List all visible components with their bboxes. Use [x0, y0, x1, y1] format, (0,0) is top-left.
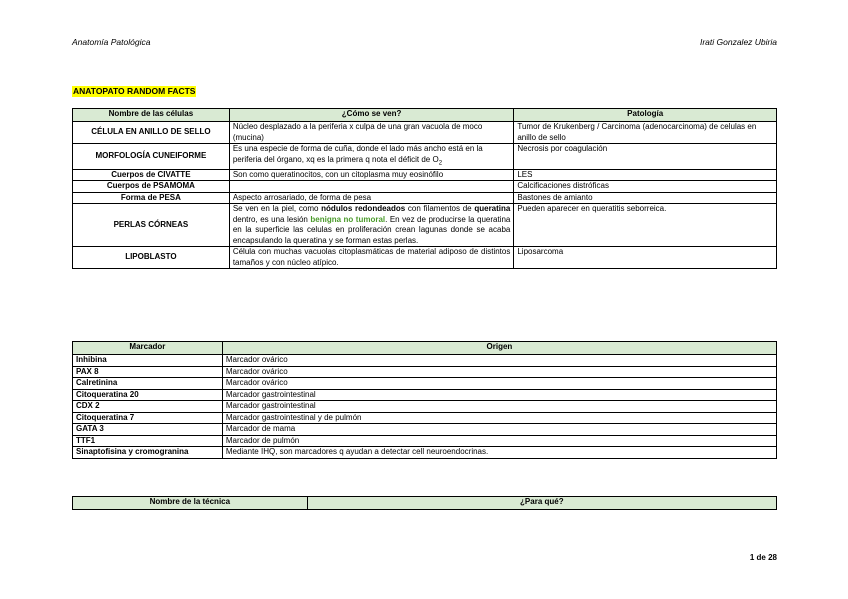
- col-header-pathology: Patología: [514, 109, 777, 122]
- cell-look: [229, 204, 514, 247]
- cell-name: MORFOLOGÍA CUNEIFORME: [73, 144, 230, 170]
- table-row: [73, 378, 777, 390]
- col-header-marker: Marcador: [73, 342, 223, 355]
- table-row: [73, 169, 777, 181]
- markers-table-header: [73, 342, 777, 355]
- cell-look: Núcleo desplazado a la periferia x culpa de una gran vacuola de moco (mucina): [229, 122, 514, 144]
- cell-pathology: Tumor de Krukenberg / Carcinoma (adenocarcinoma) de celulas en anillo de sello: [514, 122, 777, 144]
- marker-origin: Marcador ovárico: [222, 378, 776, 390]
- marker-name: CDX 2: [73, 401, 223, 413]
- marker-origin: Marcador gastrointestinal: [222, 401, 776, 413]
- cell-name: CÉLULA EN ANILLO DE SELLO: [73, 122, 230, 144]
- table-row: [73, 247, 777, 269]
- cell-name: Cuerpos de PSAMOMA: [73, 181, 230, 193]
- marker-origin: Marcador ovárico: [222, 366, 776, 378]
- table-row: [73, 435, 777, 447]
- marker-origin: Marcador de pulmón: [222, 435, 776, 447]
- marker-name: PAX 8: [73, 366, 223, 378]
- marker-origin: Marcador ovárico: [222, 355, 776, 367]
- cell-pathology: Pueden aparecer en queratitis seborreica.: [514, 204, 777, 247]
- page-title: ANATOPATO RANDOM FACTS: [73, 86, 196, 96]
- table-row: [73, 181, 777, 193]
- marker-origin: Mediante IHQ, son marcadores q ayudan a detectar cell neuroendocrinas.: [222, 447, 776, 459]
- cell-look: Célula con muchas vacuolas citoplasmáticas de material adiposo de distintos tamaños y con núcleo atípico.: [229, 247, 514, 269]
- look-bold-part: nódulos redondeados: [321, 204, 406, 214]
- col-header-name: Nombre de las células: [73, 109, 230, 122]
- header-left: Anatomía Patológica: [72, 37, 151, 47]
- table-row: [73, 447, 777, 459]
- marker-name: GATA 3: [73, 424, 223, 436]
- markers-table: [72, 341, 777, 459]
- table-row: [73, 192, 777, 204]
- marker-name: Inhibina: [73, 355, 223, 367]
- table-row: [73, 424, 777, 436]
- look-part: dentro, es una lesión: [232, 214, 311, 224]
- cell-name: LIPOBLASTO: [73, 247, 230, 269]
- marker-origin: Marcador gastrointestinal: [222, 389, 776, 401]
- techniques-table: [72, 496, 777, 510]
- marker-name: Citoqueratina 7: [73, 412, 223, 424]
- marker-origin: Marcador de mama: [222, 424, 776, 436]
- look-part: con filamentos de: [405, 204, 475, 214]
- cell-look-subscript: 2: [438, 160, 443, 167]
- col-header-purpose: ¿Para qué?: [307, 497, 776, 510]
- page-number: 1 de 28: [749, 553, 777, 562]
- cell-pathology: Calcificaciones distróficas: [514, 181, 777, 193]
- cell-pathology: Liposarcoma: [514, 247, 777, 269]
- cell-name: PERLAS CÓRNEAS: [73, 204, 230, 247]
- marker-name: TTF1: [73, 435, 223, 447]
- marker-name: Calretinina: [73, 378, 223, 390]
- table-row: [73, 204, 777, 247]
- cell-look: [229, 181, 514, 193]
- cell-look: Son como queratinocitos, con un citoplasma muy eosinófilo: [229, 169, 514, 181]
- marker-name: Sinaptofisina y cromogranina: [73, 447, 223, 459]
- col-header-technique: Nombre de la técnica: [73, 497, 308, 510]
- cell-look: [229, 144, 514, 170]
- look-part: Se ven en la piel, como: [232, 204, 322, 214]
- cells-table-header: [73, 109, 777, 122]
- look-highlight: benigna no tumoral: [310, 214, 386, 224]
- look-part: . En vez de producirse la queratina en la superficie las celulas en proliferación crean lagunas donde se acaba encapsulando la queratina y se forman estas perlas.: [232, 214, 511, 245]
- cell-pathology: Bastones de amianto: [514, 192, 777, 204]
- cells-table: [72, 108, 777, 269]
- header-right: Irati Gonzalez Ubiria: [699, 37, 777, 47]
- look-bold-part: queratina: [474, 204, 511, 214]
- cell-look-text: Es una especie de forma de cuña, donde el lado más ancho está en la periferia del órgano, xq es la primera q nota el déficit de O: [232, 144, 483, 164]
- table-row: [73, 144, 777, 170]
- marker-origin: Marcador gastrointestinal y de pulmón: [222, 412, 776, 424]
- cell-look: Aspecto arrosariado, de forma de pesa: [229, 192, 514, 204]
- table-row: [73, 366, 777, 378]
- table-row: [73, 412, 777, 424]
- col-header-look: ¿Cómo se ven?: [229, 109, 514, 122]
- marker-name: Citoqueratina 20: [73, 389, 223, 401]
- col-header-origin: Origen: [222, 342, 776, 355]
- table-row: [73, 355, 777, 367]
- table-row: [73, 389, 777, 401]
- cell-pathology: Necrosis por coagulación: [514, 144, 777, 170]
- table-row: [73, 122, 777, 144]
- cell-name: Cuerpos de CIVATTE: [73, 169, 230, 181]
- table-row: [73, 401, 777, 413]
- cell-pathology: LES: [514, 169, 777, 181]
- cell-name: Forma de PESA: [73, 192, 230, 204]
- techniques-table-header: [73, 497, 777, 510]
